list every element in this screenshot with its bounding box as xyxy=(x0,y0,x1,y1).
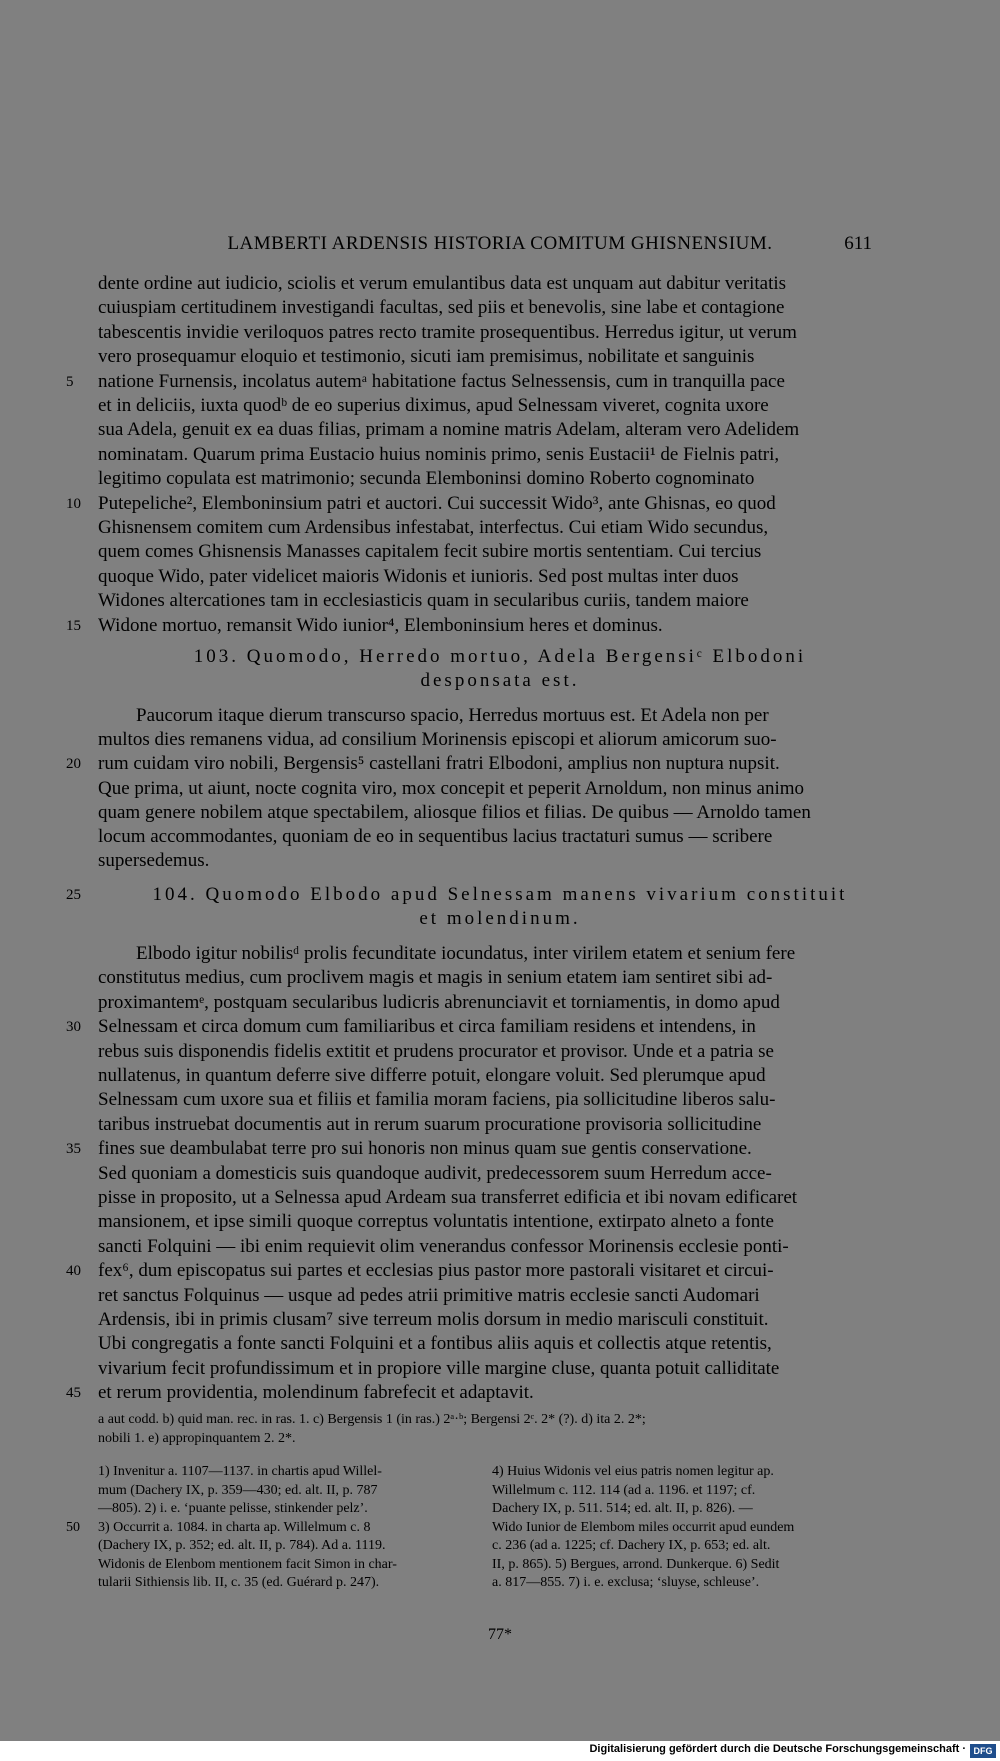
text-line: taribus instruebat documentis aut in rerum suarum procuratione provisoria sollicitudine xyxy=(98,1113,762,1135)
text-line: sancti Folquini — ibi enim requievit olim venerandus confessor Morinensis ecclesie ponti- xyxy=(98,1235,789,1257)
footnote-line: Wido Iunior de Elembom miles occurrit apud eundem xyxy=(492,1519,795,1535)
footnote-line: Dachery IX, p. 511. 514; ed. alt. II, p. 826). — xyxy=(492,1501,753,1516)
text-line: Ubi congregatis a fonte sancti Folquini et a fontibus aliis aquis et collectis atque retentis, xyxy=(98,1333,772,1355)
text-line: Que prima, ut aiunt, nocte cognita viro, mox concepit et peperit Arnoldum, non minus animo xyxy=(98,777,805,799)
dfg-logo-icon: DFG xyxy=(970,1744,996,1758)
page-number: 611 xyxy=(844,233,872,254)
text-line: rebus suis disponendis fidelis extitit et prudens procurator et provisor. Unde et a patria se xyxy=(98,1040,774,1062)
line-number: 25 xyxy=(66,887,81,903)
text-line: et in deliciis, iuxta quodᵇ de eo superius diximus, apud Selnessam viveret, cognita uxore xyxy=(98,395,769,416)
text-line: Elbodo igitur nobilisᵈ prolis fecunditate iocundatus, inter virilem etatem et senium fere xyxy=(136,943,796,964)
footnote-line: —805). 2) i. e. ‘puante pelisse, stinkender pelz’. xyxy=(98,1501,368,1516)
footnote-line: tularii Sithiensis lib. II, c. 35 (ed. Guérard p. 247). xyxy=(98,1575,380,1590)
text-line: quoque Wido, pater videlicet maioris Widonis et iunioris. Sed post multas inter duos xyxy=(98,565,739,587)
text-line: Widone mortuo, remansit Wido iunior⁴, Elemboninsium heres et dominus. xyxy=(98,614,663,636)
text-line: multos dies remanens vidua, ad consilium Morinensis episcopi et aliorum amicorum suo- xyxy=(98,729,777,751)
chapter-103-heading-line1: 103. Quomodo, Herredo mortuo, Adela Bergensiᶜ Elbodoni xyxy=(193,646,807,667)
footnotes-left-column xyxy=(98,1463,468,1593)
text-line: sua Adela, genuit ex ea duas filias, primam a nomine matris Adelam, alteram vero Adelidem xyxy=(98,419,800,441)
line-number: 35 xyxy=(66,1141,81,1158)
line-number: 45 xyxy=(66,1385,81,1402)
text-line: nominatam. Quarum prima Eustacio huius nominis primo, senis Eustacii¹ de Fielnis patri, xyxy=(98,443,780,465)
text-line: locum accommodantes, quoniam de eo in sequentibus lacius tractaturi sumus — scribere xyxy=(98,826,773,847)
text-line: fex⁶, dum episcopatus sui partes et ecclesias pius pastor more pastorali visitaret et circui- xyxy=(98,1260,774,1282)
footnote-line: (Dachery IX, p. 352; ed. alt. II, p. 784). Ad a. 1119. xyxy=(98,1538,386,1553)
text-line: nullatenus, in quantum deferre sive differre potuit, elongare voluit. Sed plerumque apud xyxy=(98,1065,766,1086)
text-line: Selnessam et circa domum cum familiaribus et circa familiam residens et intendens, in xyxy=(98,1016,756,1038)
footnote-line: 4) Huius Widonis vel eius patris nomen legitur ap. xyxy=(492,1464,774,1479)
text-line: et rerum providentia, molendinum fabrefecit et adaptavit. xyxy=(98,1382,534,1404)
text-line: rum cuidam viro nobili, Bergensis⁵ castellani fratri Elbodoni, amplius non nuptura nupsit. xyxy=(98,753,780,775)
text-line: tabescentis invidie veriloquos patres recto tramite prosequentibus. Herredus igitur, ut verum xyxy=(98,321,797,343)
text-line: pisse in proposito, ut a Selnessa apud Ardeam sua transferret edificia et ibi novam edificaret xyxy=(98,1187,798,1208)
text-line: dente ordine aut iudicio, sciolis et verum emulantibus data est unquam aut dabitur veritatis xyxy=(98,273,787,294)
text-line: Paucorum itaque dierum transcurso spacio, Herredus mortuus est. Et Adela non per xyxy=(136,705,769,726)
chapter-103-heading-line2: desponsata est. xyxy=(420,670,580,691)
footnote-line: Willelmum c. 112. 114 (ad a. 1196. et 1197; cf. xyxy=(492,1482,756,1498)
text-line: mansionem, et ipse simili quoque correptus voluntatis intentione, extirpato alneto a fonte xyxy=(98,1211,774,1233)
text-line: vivarium fecit profundissimum et in propiore ville margine cluse, quanta potuit calliditate xyxy=(98,1357,780,1379)
text-line: Ardensis, ibi in primis clusam⁷ sive terreum molis dorsum in medio marisculi constituit. xyxy=(98,1309,769,1330)
line-number: 50 xyxy=(66,1520,80,1535)
chapter-104-heading-line2: et molendinum. xyxy=(419,908,581,929)
footnote-line: mum (Dachery IX, p. 359—430; ed. alt. II, p. 787 xyxy=(98,1482,378,1498)
footer-credit: Digitalisierung gefördert durch die Deutsche Forschungsgemeinschaft · xyxy=(589,1743,966,1755)
text-line: quem comes Ghisnensis Manasses capitalem fecit subire mortis sententiam. Cui tercius xyxy=(98,541,762,563)
text-line: Widones altercationes tam in ecclesiasticis quam in secularibus curiis, tandem maiore xyxy=(98,590,749,612)
chapter-104-heading-line1: 104. Quomodo Elbodo apud Selnessam manens vivarium constituit xyxy=(152,884,848,905)
running-title: LAMBERTI ARDENSIS HISTORIA COMITUM GHISNENSIUM. xyxy=(227,233,773,254)
footnote-line: 3) Occurrit a. 1084. in charta ap. Willelmum c. 8 xyxy=(98,1519,371,1535)
text-line: vero prosequamur eloquio et testimonio, sicuti iam premisimus, nobilitate et sanguinis xyxy=(98,346,755,368)
textual-note-line: nobili 1. e) appropinquantem 2. 2*. xyxy=(98,1431,296,1446)
text-line: cuiuspiam certitudinem investigandi facultas, sed piis et benevolis, sine labe et contagione xyxy=(98,297,785,319)
footnote-line: Widonis de Elenbom mentionem facit Simon in char- xyxy=(98,1556,397,1572)
footnote-line: a. 817—855. 7) i. e. exclusa; ‘sluyse, schleuse’. xyxy=(492,1575,760,1590)
text-line: constitutus medius, cum proclivem magis et magis in senium etatem iam sentiret sibi ad- xyxy=(98,967,773,989)
line-number: 15 xyxy=(66,617,81,634)
footnotes-right-column xyxy=(492,1463,874,1593)
text-line: supersedemus. xyxy=(98,850,210,872)
footnote-line: c. 236 (ad a. 1225; cf. Dachery IX, p. 653; ed. alt. xyxy=(492,1538,771,1553)
digitization-footer xyxy=(0,1741,1000,1761)
text-line: Selnessam cum uxore sua et filiis et familia moram faciens, pia sollicitudine liberos salu- xyxy=(98,1089,776,1111)
line-number: 40 xyxy=(66,1263,81,1280)
textual-note-line: a aut codd. b) quid man. rec. in ras. 1. c) Bergensis 1 (in ras.) 2ᵃ·ᵇ; Bergensi 2ᶜ. 2* (?). d) ita 2. 2*; xyxy=(98,1412,646,1427)
text-line: fines sue deambulabat terre pro sui honoris non minus quam sue gentis conservatione. xyxy=(98,1138,752,1160)
text-line: Putepeliche², Elemboninsium patri et auctori. Cui successit Wido³, ante Ghisnas, eo quod xyxy=(98,492,776,514)
line-number: 30 xyxy=(66,1019,81,1036)
signature-mark: 77* xyxy=(488,1626,512,1643)
text-line: ret sanctus Folquinus — usque ad pedes atrii primitive matris ecclesie sancti Audomari xyxy=(98,1284,760,1306)
text-line: legitimo copulata est matrimonio; secunda Elemboninsi domino Roberto cognominato xyxy=(98,468,755,490)
footnote-line: II, p. 865). 5) Bergues, arrond. Dunkerque. 6) Sedit xyxy=(492,1556,780,1572)
text-line: proximantemᵉ, postquam secularibus ludicris abrenunciavit et torniamentis, in domo apud xyxy=(98,991,780,1013)
text-line: Sed quoniam a domesticis suis quandoque audivit, predecessorem suum Herredum acce- xyxy=(98,1162,772,1184)
line-number: 5 xyxy=(66,373,74,390)
text-line: quam genere nobilem atque spectabilem, aliosque filios et filias. De quibus — Arnoldo tamen xyxy=(98,801,811,823)
line-number: 20 xyxy=(66,756,81,773)
text-line: natione Furnensis, incolatus autemᵃ habitatione factus Selnessensis, cum in tranquilla pace xyxy=(98,370,785,392)
footnote-line: 1) Invenitur a. 1107—1137. in chartis apud Willel- xyxy=(98,1464,382,1479)
line-number: 10 xyxy=(66,495,81,512)
text-line: Ghisnensem comitem cum Ardensibus infestabat, interfectus. Cui etiam Wido secundus, xyxy=(98,517,769,538)
